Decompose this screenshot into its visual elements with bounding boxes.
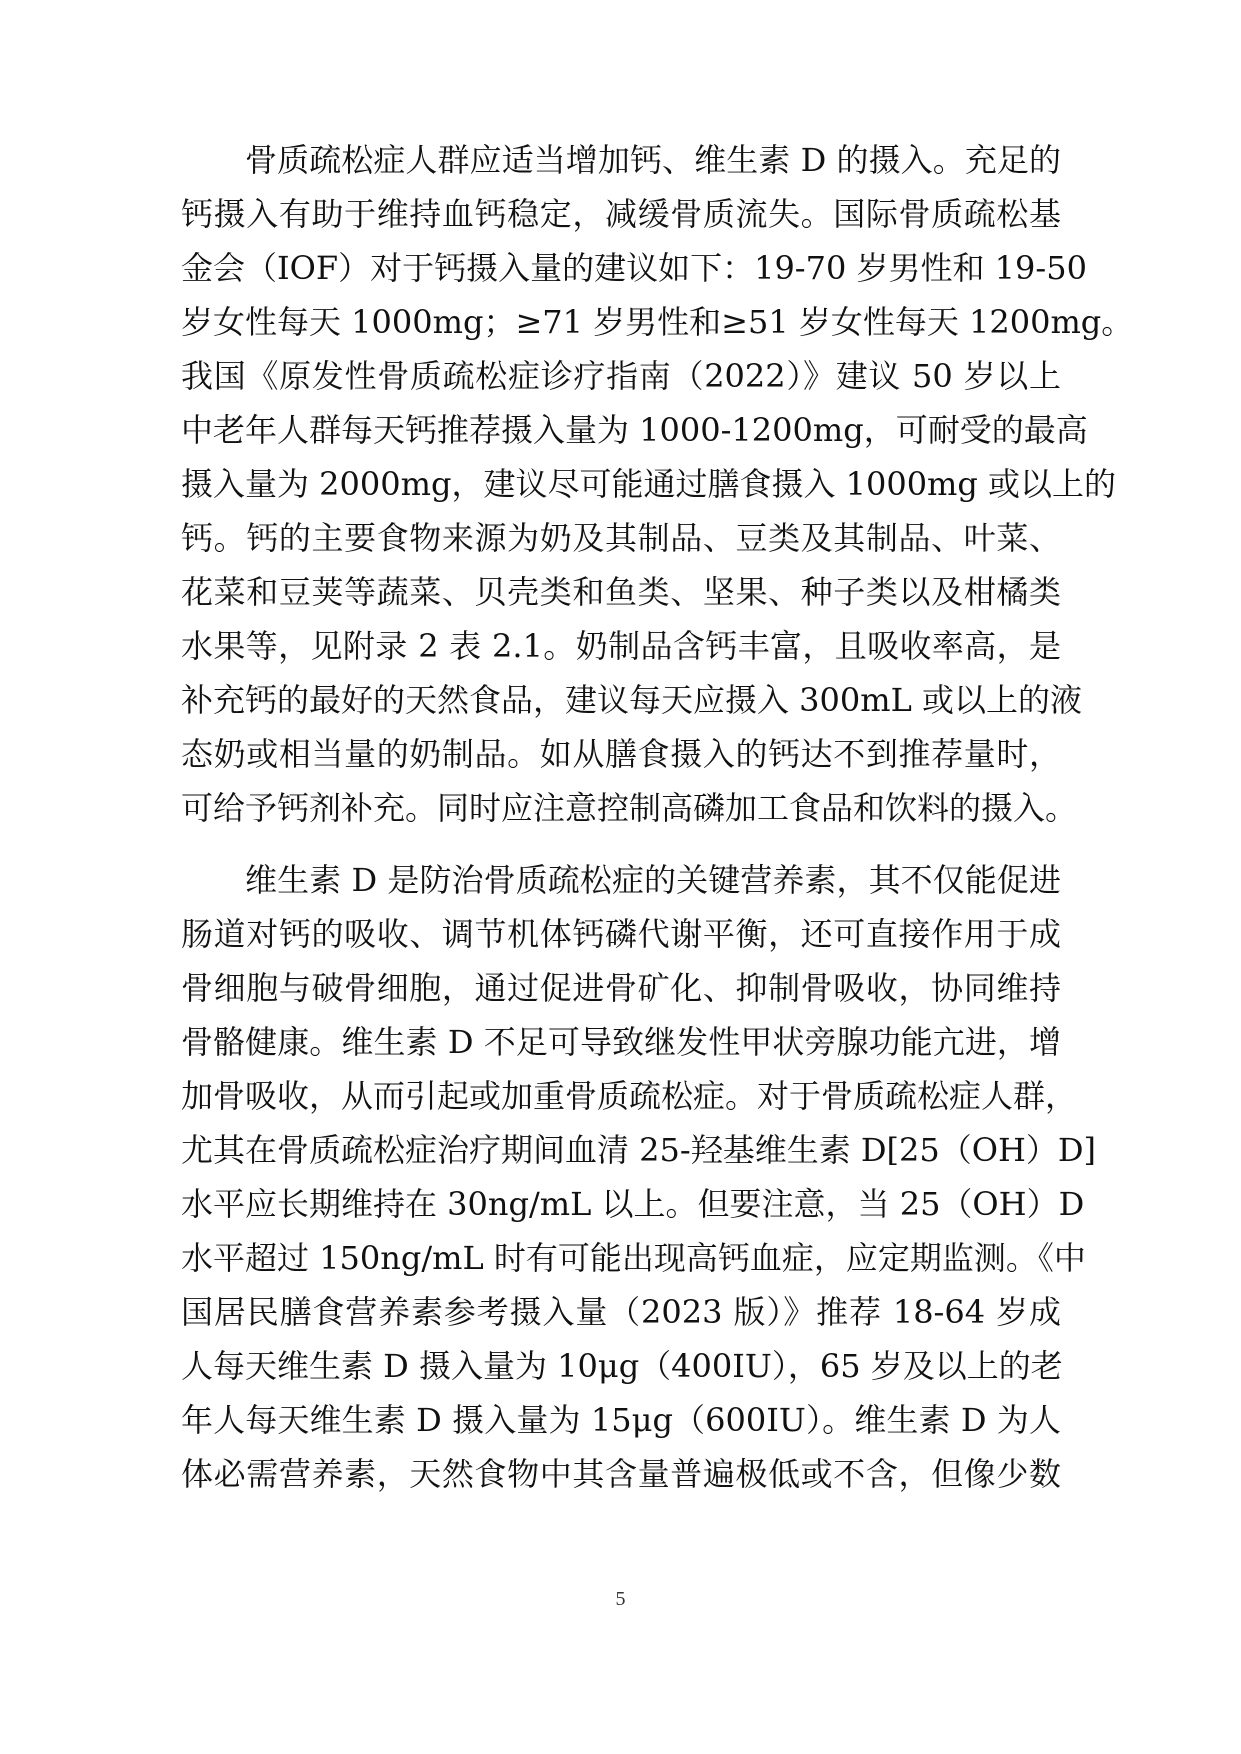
paragraph-2-line-1: 维生素 D 是防治骨质疏松症的关键营养素，其不仅能促进 bbox=[245, 861, 1061, 899]
paragraph-1-line-3: 金会（IOF）对于钙摄入量的建议如下：19-70 岁男性和 19-50 bbox=[181, 249, 1087, 287]
paragraph-1-line-11: 补充钙的最好的天然食品，建议每天应摄入 300mL 或以上的液 bbox=[181, 681, 1083, 719]
paragraph-1-line-5: 我国《原发性骨质疏松症诊疗指南（2022）》建议 50 岁以上 bbox=[181, 357, 1061, 395]
paragraph-1-line-12: 态奶或相当量的奶制品。如从膳食摄入的钙达不到推荐量时， bbox=[181, 735, 1061, 773]
paragraph-2-line-4: 骨骼健康。维生素 D 不足可导致继发性甲状旁腺功能亢进，增 bbox=[181, 1023, 1061, 1061]
paragraph-2-line-9: 国居民膳食营养素参考摄入量（2023 版）》推荐 18-64 岁成 bbox=[181, 1293, 1061, 1331]
paragraph-1-line-9: 花菜和豆荚等蔬菜、贝壳类和鱼类、坚果、种子类以及柑橘类 bbox=[181, 573, 1061, 611]
paragraph-2-line-11: 年人每天维生素 D 摄入量为 15μg（600IU）。维生素 D 为人 bbox=[181, 1401, 1061, 1439]
paragraph-1-line-10: 水果等，见附录 2 表 2.1。奶制品含钙丰富，且吸收率高，是 bbox=[181, 627, 1061, 665]
page-number: 5 bbox=[615, 1588, 626, 1610]
paragraph-2-line-12: 体必需营养素，天然食物中其含量普遍极低或不含，但像少数 bbox=[181, 1455, 1061, 1493]
paragraph-2-line-2: 肠道对钙的吸收、调节机体钙磷代谢平衡，还可直接作用于成 bbox=[181, 915, 1061, 953]
paragraph-2-line-3: 骨细胞与破骨细胞，通过促进骨矿化、抑制骨吸收，协同维持 bbox=[181, 969, 1061, 1007]
paragraph-2-line-5: 加骨吸收，从而引起或加重骨质疏松症。对于骨质疏松症人群， bbox=[181, 1077, 1078, 1115]
paragraph-1-line-13: 可给予钙剂补充。同时应注意控制高磷加工食品和饮料的摄入。 bbox=[181, 789, 1078, 827]
paragraph-2-line-8: 水平超过 150ng/mL 时有可能出现高钙血症，应定期监测。《中 bbox=[181, 1239, 1086, 1277]
paragraph-1-line-7: 摄入量为 2000mg，建议尽可能通过膳食摄入 1000mg 或以上的 bbox=[181, 465, 1117, 503]
paragraph-1-line-2: 钙摄入有助于维持血钙稳定，减缓骨质流失。国际骨质疏松基 bbox=[181, 195, 1061, 233]
paragraph-1-line-4: 岁女性每天 1000mg；≥71 岁男性和≥51 岁女性每天 1200mg。 bbox=[181, 303, 1134, 341]
paragraph-1-line-1: 骨质疏松症人群应适当增加钙、维生素 D 的摄入。充足的 bbox=[245, 141, 1061, 179]
paragraph-1-line-6: 中老年人群每天钙推荐摄入量为 1000-1200mg，可耐受的最高 bbox=[181, 411, 1088, 449]
paragraph-2-line-7: 水平应长期维持在 30ng/mL 以上。但要注意，当 25（OH）D bbox=[181, 1185, 1085, 1223]
paragraph-2-line-10: 人每天维生素 D 摄入量为 10μg（400IU），65 岁及以上的老 bbox=[181, 1347, 1063, 1385]
paragraph-2-line-6: 尤其在骨质疏松症治疗期间血清 25-羟基维生素 D[25（OH）D] bbox=[181, 1131, 1097, 1169]
paragraph-1-line-8: 钙。钙的主要食物来源为奶及其制品、豆类及其制品、叶菜、 bbox=[181, 519, 1061, 557]
